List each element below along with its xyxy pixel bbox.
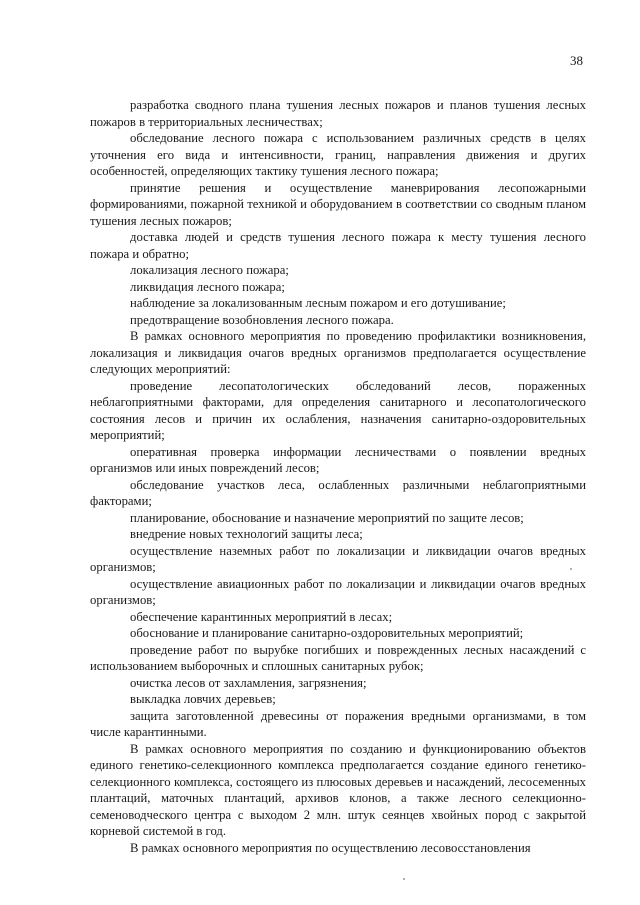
paragraph: проведение лесопатологических обследований лесов, пораженных неблагоприятными факторами, для определения санитарного и лесопатологического состояния лесов и причин их ослабления, назначения санитарно-оздоровительных мероприятий; — [90, 378, 586, 442]
paragraph: выкладка ловчих деревьев; — [130, 692, 276, 706]
paragraph: предотвращение возобновления лесного пожара. — [130, 312, 394, 327]
paragraph: наблюдение за локализованным лесным пожаром и его дотушивание; — [130, 296, 506, 310]
paragraph: внедрение новых технологий защиты леса; — [130, 527, 363, 541]
page-number: 38 — [570, 53, 583, 68]
paragraph: принятие решения и осуществление маневрирования лесопожарными формированиями, пожарной техникой и оборудованием в соответствии со сводным планом тушения лесных пожаров; — [90, 180, 586, 228]
scan-speck — [403, 878, 405, 880]
paragraph: В рамках основного мероприятия по созданию и функционированию объектов единого генетико-селекционного комплекса предполагается создание единого генетико-селекционного комплекса, состоящего из плюсовых деревьев и насаждений, лесосеменных плантаций, маточных плантаций, архивов клонов, а также лесного селекционно-семеноводческого центра с выходом 2 млн. штук сеянцев хвойных пород с закрытой корневой системой в год. — [90, 741, 586, 838]
paragraph: локализация лесного пожара; — [130, 263, 289, 277]
paragraph: обследование лесного пожара с использованием различных средств в целях уточнения его вида и интенсивности, границ, направления движения и других особенностей, определяющих тактику тушения лесного пожара; — [90, 131, 586, 178]
paragraph: очистка лесов от захламления, загрязнения; — [130, 675, 367, 690]
paragraph: обследование участков леса, ослабленных различными неблагоприятными факторами; — [90, 477, 586, 508]
paragraph: осуществление наземных работ по локализации и ликвидации очагов вредных организмов; — [90, 543, 586, 574]
paragraph: разработка сводного плана тушения лесных пожаров и планов тушения лесных пожаров в территориальных лесничествах; — [90, 98, 586, 129]
paragraph: В рамках основного мероприятия по проведению профилактики возникновения, локализация и ликвидация очагов вредных организмов предполагается осуществление следующих мероприятий: — [90, 329, 586, 376]
paragraph: обоснование и планирование санитарно-оздоровительных мероприятий; — [130, 626, 524, 640]
paragraph: доставка людей и средств тушения лесного пожара к месту тушения лесного пожара и обратно; — [90, 230, 586, 261]
paragraph: защита заготовленной древесины от поражения вредными организмами, в том числе карантинными. — [90, 708, 586, 739]
document-body — [90, 97, 586, 856]
paragraph: В рамках основного мероприятия по осуществлению лесовосстановления — [130, 840, 531, 855]
paragraph: оперативная проверка информации лесничествами о появлении вредных организмов или иных повреждений лесов; — [90, 444, 586, 475]
paragraph: осуществление авиационных работ по локализации и ликвидации очагов вредных организмов; — [90, 576, 586, 607]
paragraph: планирование, обоснование и назначение мероприятий по защите лесов; — [130, 510, 524, 525]
scan-speck — [570, 568, 572, 570]
paragraph: ликвидация лесного пожара; — [130, 279, 285, 294]
paragraph: проведение работ по вырубке погибших и поврежденных лесных насаждений с использованием выборочных и сплошных санитарных рубок; — [90, 642, 586, 673]
paragraph: обеспечение карантинных мероприятий в лесах; — [130, 609, 393, 624]
